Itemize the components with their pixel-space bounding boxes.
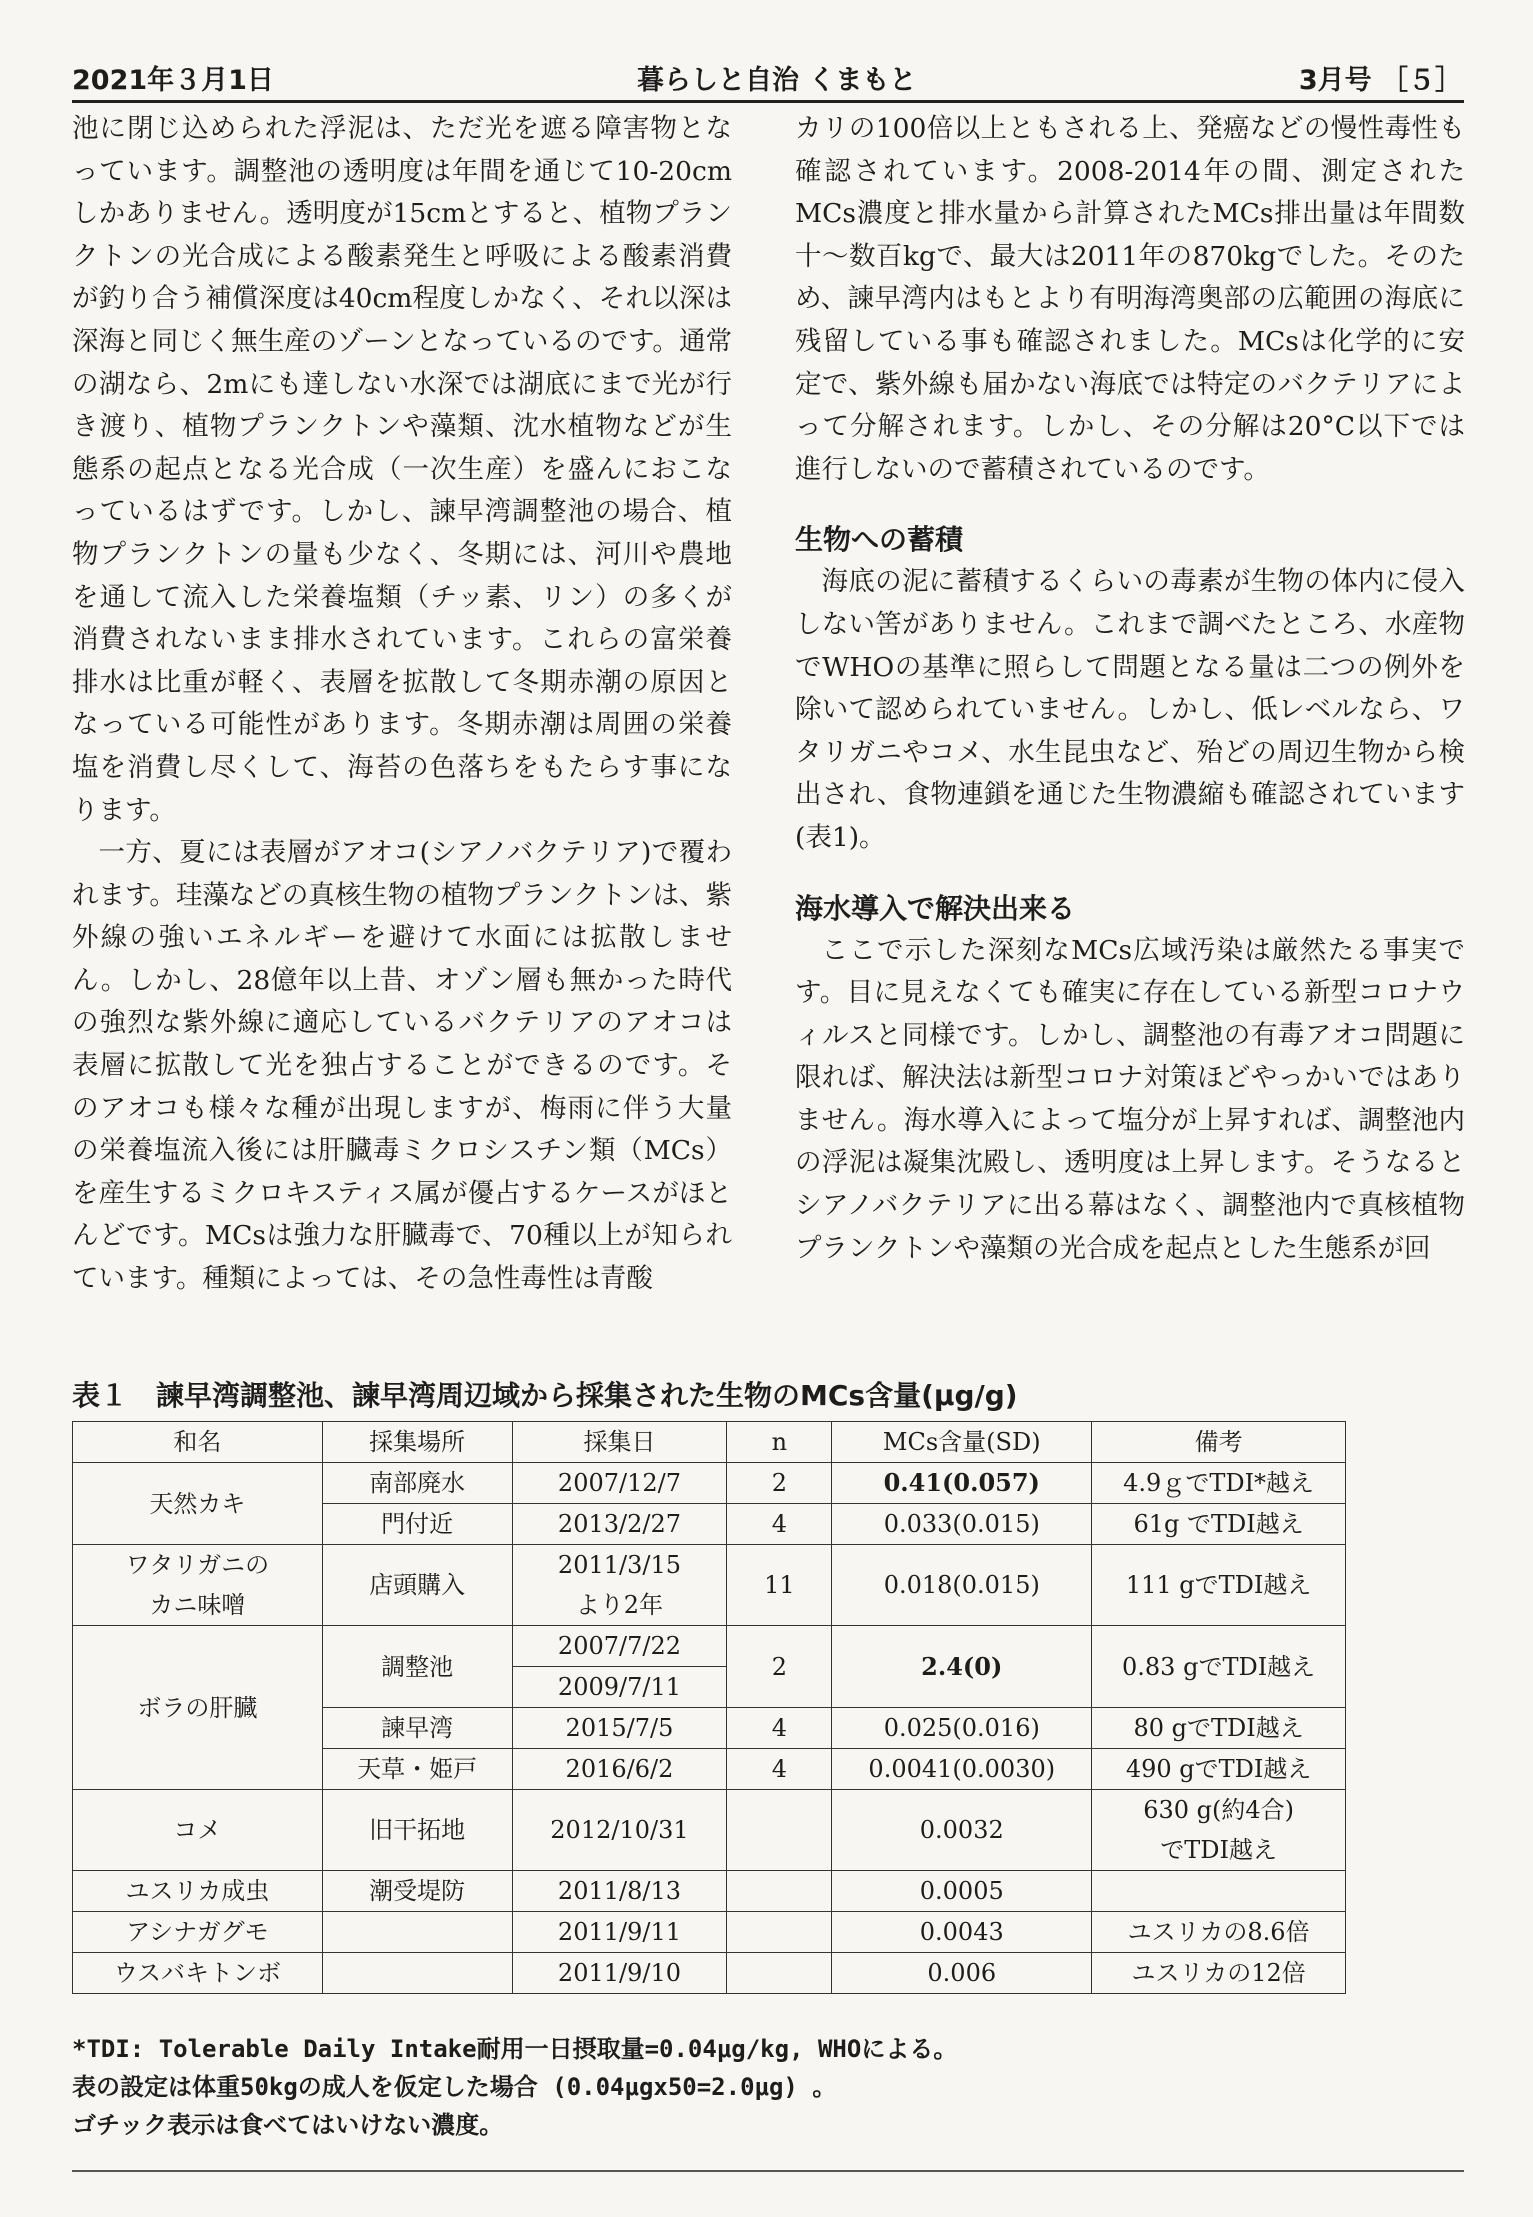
cell-place	[322, 1953, 512, 1994]
cell-n	[727, 1790, 832, 1871]
cell-mcs: 0.41(0.057)	[832, 1463, 1092, 1504]
section-heading-accumulation: 生物への蓄積	[795, 523, 964, 557]
cell-note	[1092, 1871, 1346, 1912]
cell-date: 2011/9/10	[512, 1953, 727, 1994]
table-row	[73, 1790, 1346, 1871]
header-place: 採集場所	[322, 1422, 512, 1463]
right-column	[795, 108, 1465, 1270]
cell-name	[73, 1545, 323, 1626]
cell-mcs: 2.4(0)	[832, 1626, 1092, 1708]
right-paragraph-3: ここで示した深刻なMCs広域汚染は厳然たる事実です。目に見えなくても確実に存在している新型コロナウィルスと同様です。しかし、調整池の有毒アオコ問題に限れば、解決法は新型コロナ対策ほどやっかいではありません。海水導入によって塩分が上昇すれば、調整池内の浮泥は凝集沈殿し、透明度は上昇します。そうなるとシアノバクテリアに出る幕はなく、調整池内で真核植物プランクトンや藻類の光合成を起点とした生態系が回	[795, 934, 1465, 1264]
right-paragraph-1: カリの100倍以上ともされる上、発癌などの慢性毒性も確認されています。2008-2014年の間、測定されたMCs濃度と排水量から計算されたMCs排出量は年間数十～数百kgで、最大は2011年の870kgでした。そのため、諫早湾内はもとより有明海湾奥部の広範囲の海底に残留している事も確認されました。MCsは化学的に安定で、紫外線も届かない海底では特定のバクテリアによって分解されます。しかし、その分解は20°C以下では進行しないので蓄積されているのです。	[795, 113, 1465, 485]
header-rule	[72, 100, 1464, 103]
cell-note: 61g でTDI越え	[1092, 1504, 1346, 1545]
cell-place: 門付近	[322, 1504, 512, 1545]
cell-note: ユスリカの12倍	[1092, 1953, 1346, 1994]
cell-date: 2007/7/22	[512, 1626, 727, 1667]
cell-n	[727, 1953, 832, 1994]
header-note: 備考	[1092, 1422, 1346, 1463]
cell-note	[1092, 1790, 1346, 1871]
section-heading-seawater: 海水導入で解決出来る	[795, 891, 1076, 925]
cell-n: 4	[727, 1708, 832, 1749]
cell-mcs: 0.025(0.016)	[832, 1708, 1092, 1749]
cell-mcs: 0.033(0.015)	[832, 1504, 1092, 1545]
cell-name: ユスリカ成虫	[73, 1871, 323, 1912]
cell-note: 0.83 gでTDI越え	[1092, 1626, 1346, 1708]
right-paragraph-2: 海底の泥に蓄積するくらいの毒素が生物の体内に侵入しない筈がありません。これまで調べたところ、水産物でWHOの基準に照らして問題となる量は二つの例外を除いて認められていません。しかし、低レベルなら、ワタリガニやコメ、水生昆虫など、殆どの周辺生物から検出され、食物連鎖を通じた生物濃縮も確認されています(表1)。	[795, 566, 1465, 853]
cell-name-line-1: ワタリガニの	[125, 1551, 270, 1579]
note-gothic: ゴチック表示は食べてはいけない濃度。	[72, 2111, 504, 2139]
table-row	[73, 1871, 1346, 1912]
cell-date: 2011/8/13	[512, 1871, 727, 1912]
cell-place: 店頭購入	[322, 1545, 512, 1626]
cell-note: 490 gでTDI越え	[1092, 1749, 1346, 1790]
cell-n: 2	[727, 1626, 832, 1708]
cell-note-line-2: でTDI越え	[1160, 1836, 1277, 1864]
cell-name: コメ	[73, 1790, 323, 1871]
table-header-row	[73, 1422, 1346, 1463]
cell-place: 諫早湾	[322, 1708, 512, 1749]
cell-date: 2007/12/7	[512, 1463, 727, 1504]
header-n: n	[727, 1422, 832, 1463]
table-notes	[72, 2030, 957, 2144]
cell-n: 11	[727, 1545, 832, 1626]
table-row	[73, 1626, 1346, 1667]
cell-date-line-1: 2011/3/15	[557, 1551, 681, 1579]
table-title: 表１ 諫早湾調整池、諫早湾周辺域から採集された生物のMCs含量(μg/g)	[72, 1379, 1018, 1412]
cell-note: 80 gでTDI越え	[1092, 1708, 1346, 1749]
cell-n: 4	[727, 1749, 832, 1790]
cell-mcs: 0.0032	[832, 1790, 1092, 1871]
cell-n: 2	[727, 1463, 832, 1504]
table-row	[73, 1912, 1346, 1953]
cell-date: 2011/9/11	[512, 1912, 727, 1953]
cell-place: 潮受堤防	[322, 1871, 512, 1912]
cell-name-line-2: カニ味噌	[149, 1591, 246, 1619]
cell-name: ボラの肝臓	[73, 1626, 323, 1790]
issue-page-number: 3月号 ［５］	[1298, 65, 1462, 96]
cell-mcs: 0.0005	[832, 1871, 1092, 1912]
cell-date-line-2: より2年	[575, 1591, 664, 1619]
cell-note: 4.9ｇでTDI*越え	[1092, 1463, 1346, 1504]
cell-date: 2016/6/2	[512, 1749, 727, 1790]
cell-note: 111 gでTDI越え	[1092, 1545, 1346, 1626]
table-row	[73, 1463, 1346, 1504]
note-assumption: 表の設定は体重50kgの成人を仮定した場合 (0.04μgx50=2.0μg) 。	[72, 2073, 837, 2101]
cell-date: 2015/7/5	[512, 1708, 727, 1749]
cell-n: 4	[727, 1504, 832, 1545]
cell-mcs: 0.006	[832, 1953, 1092, 1994]
cell-mcs: 0.0043	[832, 1912, 1092, 1953]
cell-place: 旧干拓地	[322, 1790, 512, 1871]
cell-note-line-1: 630 g(約4合)	[1143, 1796, 1294, 1824]
left-paragraph-2: 一方、夏には表層がアオコ(シアノバクテリア)で覆われます。珪藻などの真核生物の植物プランクトンは、紫外線の強いエネルギーを避けて水面には拡散しません。しかし、28億年以上昔、オゾン層も無かった時代の強烈な紫外線に適応しているバクテリアのアオコは表層に拡散して光を独占することができるのです。そのアオコも様々な種が出現しますが、梅雨に伴う大量の栄養塩流入後には肝臓毒ミクロシスチン類（MCs）を産生するミクロキスティス属が優占するケースがほとんどです。MCsは強力な肝臓毒で、70種以上が知られています。種類によっては、その急性毒性は青酸	[72, 837, 732, 1295]
note-tdi: *TDI: Tolerable Daily Intake耐用一日摂取量=0.04μg/kg, WHOによる。	[72, 2035, 958, 2063]
header-date: 採集日	[512, 1422, 727, 1463]
footer-rule	[72, 2170, 1464, 2172]
header-name: 和名	[73, 1422, 323, 1463]
cell-place: 南部廃水	[322, 1463, 512, 1504]
newsletter-title: 暮らしと自治 くまもと	[637, 65, 917, 96]
table-row	[73, 1953, 1346, 1994]
header-mcs: MCs含量(SD)	[832, 1422, 1092, 1463]
cell-n	[727, 1871, 832, 1912]
cell-mcs: 0.018(0.015)	[832, 1545, 1092, 1626]
cell-place	[322, 1912, 512, 1953]
page-header	[72, 52, 1462, 104]
cell-date	[512, 1545, 727, 1626]
cell-mcs: 0.0041(0.0030)	[832, 1749, 1092, 1790]
issue-date: 2021年３月1日	[72, 65, 274, 96]
cell-note: ユスリカの8.6倍	[1092, 1912, 1346, 1953]
cell-name: アシナガグモ	[73, 1912, 323, 1953]
cell-date: 2013/2/27	[512, 1504, 727, 1545]
mcs-content-table	[72, 1421, 1346, 1994]
cell-name: ウスバキトンボ	[73, 1953, 323, 1994]
cell-date: 2009/7/11	[512, 1667, 727, 1708]
cell-place: 調整池	[322, 1626, 512, 1708]
cell-date: 2012/10/31	[512, 1790, 727, 1871]
cell-n	[727, 1912, 832, 1953]
cell-name: 天然カキ	[73, 1463, 323, 1545]
left-paragraph-1: 池に閉じ込められた浮泥は、ただ光を遮る障害物となっています。調整池の透明度は年間を通じて10-20cmしかありません。透明度が15cmとすると、植物プランクトンの光合成による酸素発生と呼吸による酸素消費が釣り合う補償深度は40cm程度しかなく、それ以深は深海と同じく無生産のゾーンとなっているのです。通常の湖なら、2mにも達しない水深では湖底にまで光が行き渡り、植物プランクトンや藻類、沈水植物などが生態系の起点となる光合成（一次生産）を盛んにおこなっているはずです。しかし、諫早湾調整池の場合、植物プランクトンの量も少なく、冬期には、河川や農地を通して流入した栄養塩類（チッ素、リン）の多くが消費されないまま排水されています。これらの富栄養排水は比重が軽く、表層を拡散して冬期赤潮の原因となっている可能性があります。冬期赤潮は周囲の栄養塩を消費し尽くして、海苔の色落ちをもたらす事になります。	[72, 113, 732, 826]
cell-place: 天草・姫戸	[322, 1749, 512, 1790]
table-row	[73, 1545, 1346, 1626]
left-column	[72, 108, 732, 1301]
